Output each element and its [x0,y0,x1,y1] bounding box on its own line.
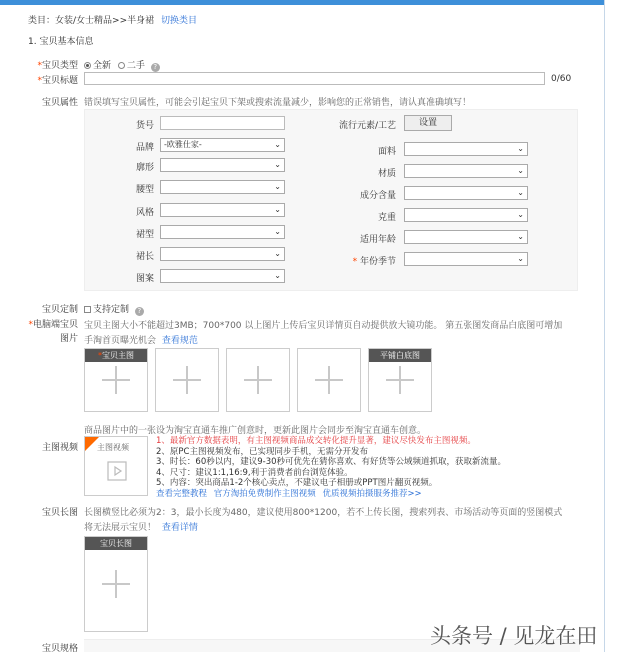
radio-new[interactable]: 全新 [84,61,111,71]
category-line [28,13,197,26]
attr-label-composition: 成分含量 [359,191,396,201]
category-path: 类目：女装/女士精品>>半身裙 [28,16,155,26]
radio-new-icon[interactable] [84,62,91,69]
attr-label-season: * 年份季节 [352,257,396,267]
long-image-label: 宝贝长图 [41,508,78,518]
attr-label-brand: 品牌 [135,143,154,153]
attr-label-waist: 腰型 [135,185,154,195]
item-type-options [84,58,160,72]
radio-used-icon[interactable] [118,62,125,69]
item-attrs-notice: 错误填写宝贝属性，可能会引起宝贝下架或搜索流量减少，影响您的正常销售，请认真准确填写！ [84,98,472,108]
main-video-tile[interactable] [84,436,148,496]
help-icon[interactable]: ? [135,307,144,316]
video-tip-1: 1、最新官方数据表明，有主图视频商品成交转化提升显著，建议尽快发布主图视频。 [156,436,476,446]
plus-icon [315,366,343,394]
white-bg-image-tile[interactable] [368,348,432,412]
chevron-down-icon: ⌄ [517,210,524,219]
top-accent-bar [0,0,605,5]
main-video-label: 主图视频 [41,443,78,453]
spec-label: 宝贝规格 [41,644,78,652]
pc-images-label: *电脑端宝贝 图片 [28,320,78,344]
item-attrs-label: 宝贝属性 [41,98,78,108]
pattern-select[interactable] [160,269,285,283]
silhouette-select[interactable] [160,158,285,172]
sku-input[interactable] [160,116,285,130]
video-tip-4: 4、尺寸：建议1:1,16:9,利于消费者前台浏览体验。 [156,467,353,478]
title-char-counter: 0/60 [551,74,572,84]
custom-checkbox[interactable] [84,306,91,313]
attr-label-silhouette: 廓形 [135,163,154,173]
chevron-down-icon: ⌄ [517,232,524,241]
chevron-down-icon: ⌄ [274,271,281,280]
weight-select[interactable] [404,208,528,222]
plus-icon [173,366,201,394]
image-tile-4[interactable] [297,348,361,412]
age-select[interactable] [404,230,528,244]
attr-label-pattern: 图案 [135,274,154,284]
tile-header: *宝贝主图 [85,349,147,362]
attr-label-material: 材质 [377,169,396,179]
chevron-down-icon: ⌄ [274,140,281,149]
radio-used[interactable]: 二手 [118,61,145,71]
chevron-down-icon: ⌄ [274,249,281,258]
video-tile-label: 主图视频 [97,443,129,452]
attr-label-skirt-type: 裙型 [135,230,154,240]
skirt-length-select[interactable] [160,247,285,261]
pc-images-footnote: 商品图片中的一张设为淘宝直通车推广创意时，更新此图片会同步至淘宝直通车创意。 [84,426,427,436]
video-tip-5: 5、内容：突出商品1-2个核心卖点，不建议电子相册或PPT图片翻页视频。 [156,478,438,488]
image-tile-3[interactable] [226,348,290,412]
image-tile-2[interactable] [155,348,219,412]
attr-label-sku: 货号 [135,121,154,131]
chevron-down-icon: ⌄ [517,144,524,153]
pc-images-desc2: 手淘首页曝光机会 查看规范 [84,336,198,346]
plus-icon [102,366,130,394]
style-select[interactable] [160,203,285,217]
long-image-desc: 长图横竖比必须为2：3，最小长度为480，建议使用800*1200，若不上传长图，搜索列表、市场活动等页面的竖图模式 [84,508,563,518]
material-select[interactable] [404,164,528,178]
view-spec-link[interactable]: 查看规范 [161,336,198,346]
attr-label-fabric: 面料 [377,147,396,157]
help-icon[interactable]: ? [151,63,160,72]
switch-category-link[interactable]: 切换类目 [161,16,198,26]
main-image-tile[interactable] [84,348,148,412]
skirt-type-select[interactable] [160,225,285,239]
tile-header: 平铺白底图 [369,349,431,362]
free-video-link[interactable]: 官方淘拍免费制作主图视频 [213,488,316,499]
chevron-down-icon: ⌄ [517,254,524,263]
chevron-down-icon: ⌄ [517,188,524,197]
item-title-input[interactable] [84,72,545,85]
video-service-link[interactable]: 优质视频拍摄服务推荐>> [322,488,422,499]
season-select[interactable] [404,252,528,266]
attr-label-skirt-length: 裙长 [135,252,154,262]
plus-icon [386,366,414,394]
item-title-label: *宝贝标题 [37,76,78,86]
chevron-down-icon: ⌄ [274,160,281,169]
composition-select[interactable] [404,186,528,200]
attr-label-weight: 克重 [377,213,396,223]
item-type-label: *宝贝类型 [37,61,78,71]
attr-label-age: 适用年龄 [359,235,396,245]
set-trend-elements-button[interactable]: 设置 [404,115,452,131]
view-detail-link[interactable]: 查看详情 [161,523,198,533]
attr-label-style: 风格 [135,208,154,218]
video-upload-icon [107,461,127,481]
waist-select[interactable] [160,180,285,194]
tile-header: 宝贝长图 [85,537,147,550]
custom-option[interactable]: 支持定制 ? [84,302,144,316]
chevron-down-icon: ⌄ [274,205,281,214]
video-tip-3: 3、时长：60秒以内，建议9-30秒可优先在猜你喜欢、有好货等公域频道抓取，获取新流量。 [156,457,507,467]
fabric-select[interactable] [404,142,528,156]
long-image-tile[interactable] [84,536,148,632]
brand-select[interactable]: -欧雅仕家- ⌄ [160,138,285,152]
pc-images-desc: 宝贝主图大小不能超过3MB；700*700 以上图片上传后宝贝详情页自动提供放大镜功能。 第五张图发商品白底图可增加 [84,321,563,331]
full-tutorial-link[interactable]: 查看完整教程 [156,488,208,499]
custom-label: 宝贝定制 [41,305,78,315]
plus-icon [102,570,130,598]
section-title: 1. 宝贝基本信息 [28,37,94,47]
attr-label-trend-elements: 流行元素/工艺 [338,121,396,131]
watermark: 头条号 / 见龙在田 [430,624,598,648]
chevron-down-icon: ⌄ [517,166,524,175]
main-video-tips [156,436,506,499]
chevron-down-icon: ⌄ [274,227,281,236]
plus-icon [244,366,272,394]
long-image-desc2: 将无法展示宝贝！ 查看详情 [84,523,198,533]
video-tip-2: 2、原PC主图视频发布，已实现同步手机，无需分开发布 [156,446,368,457]
panel-right-border [604,0,605,652]
chevron-down-icon: ⌄ [274,182,281,191]
